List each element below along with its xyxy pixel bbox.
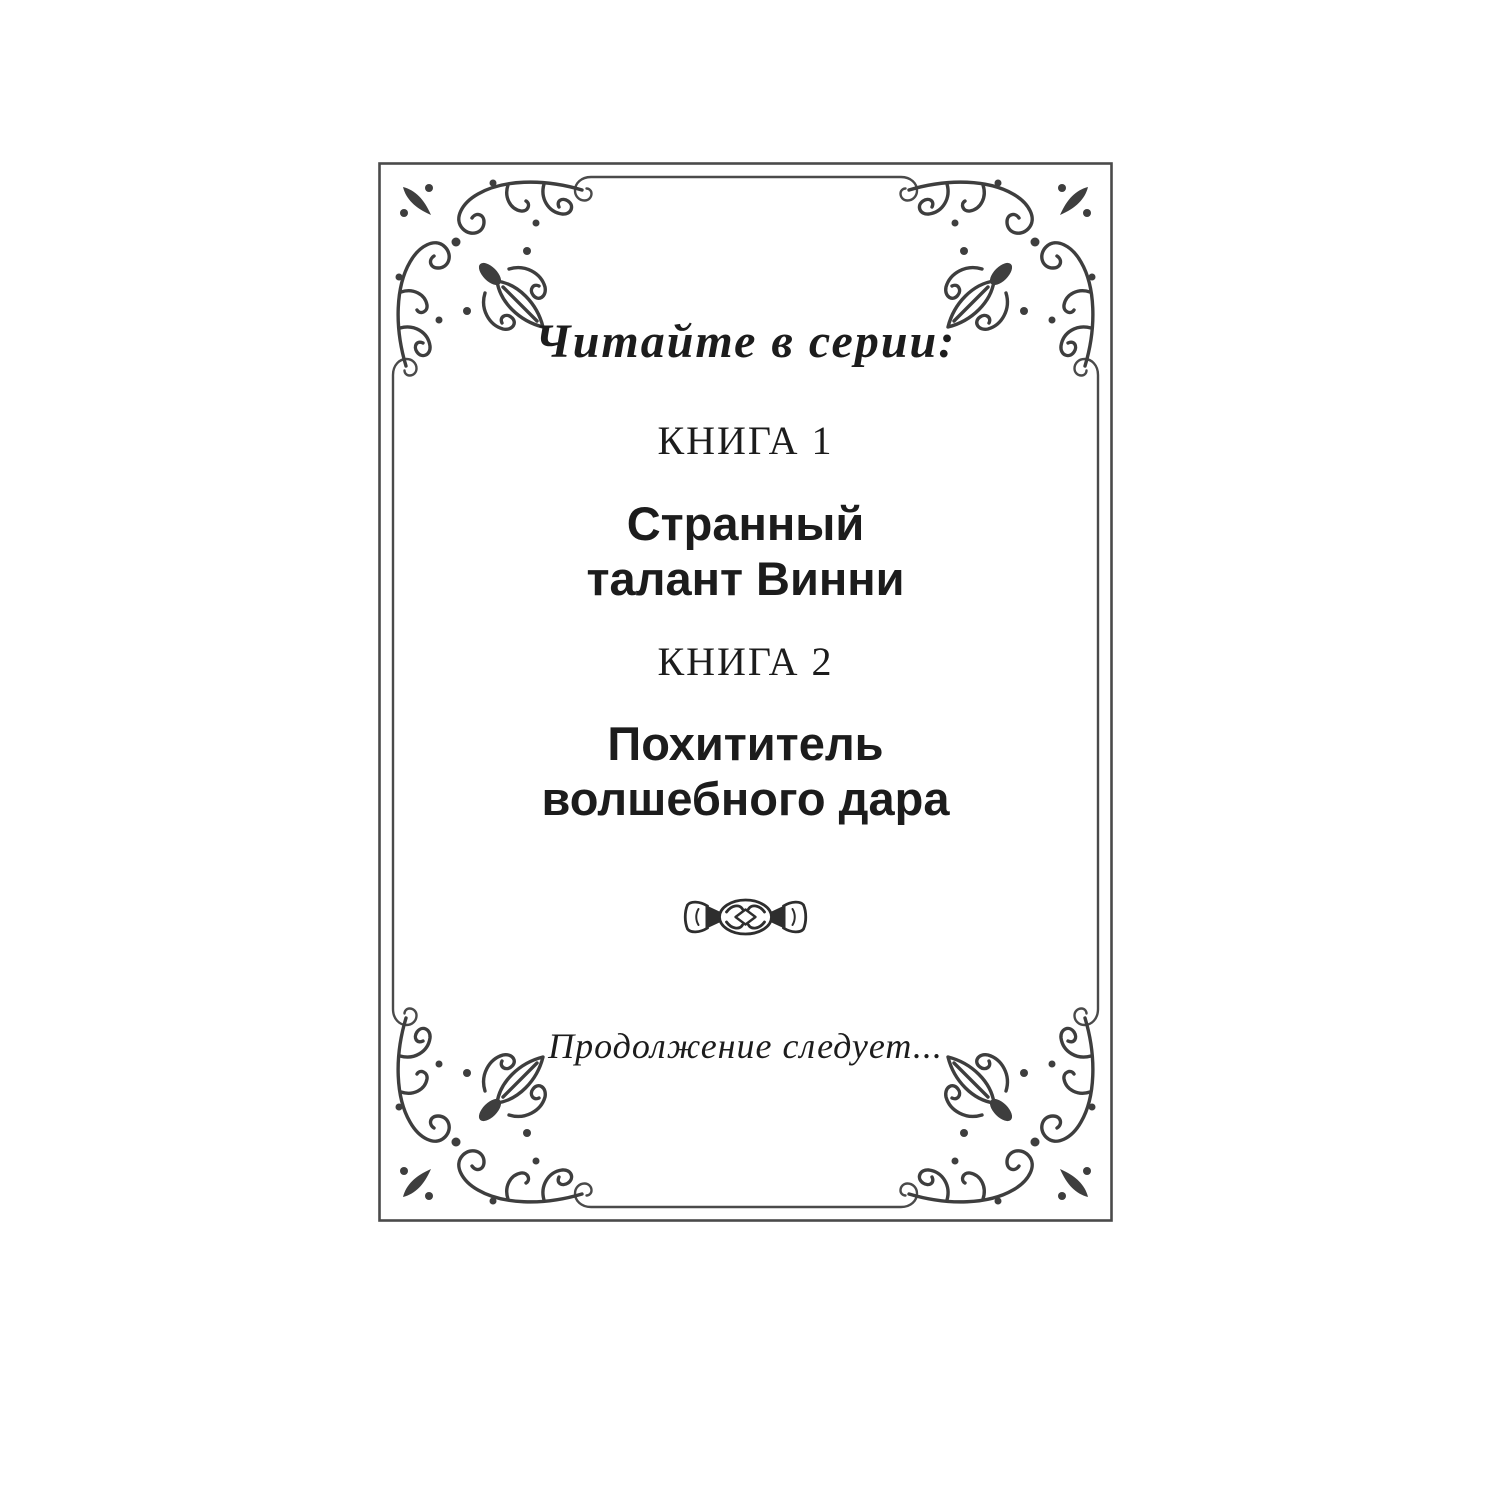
book-1-title (378, 496, 1113, 606)
book-2-title (378, 716, 1113, 826)
continuation-note: Продолжение следует... (548, 1026, 943, 1066)
candy-divider-icon (685, 900, 806, 934)
book-1-title-line-2: талант Винни (586, 552, 905, 605)
book-2-label: КНИГА 2 (657, 639, 834, 684)
decorative-frame (378, 162, 1113, 1222)
book-2-title-line-2: волшебного дара (541, 772, 950, 825)
book-1-title-line-1: Странный (626, 497, 865, 550)
book-2-title-line-1: Похититель (607, 717, 884, 770)
book-1-label: КНИГА 1 (657, 418, 834, 463)
series-heading: Читайте в серии: (534, 315, 957, 368)
